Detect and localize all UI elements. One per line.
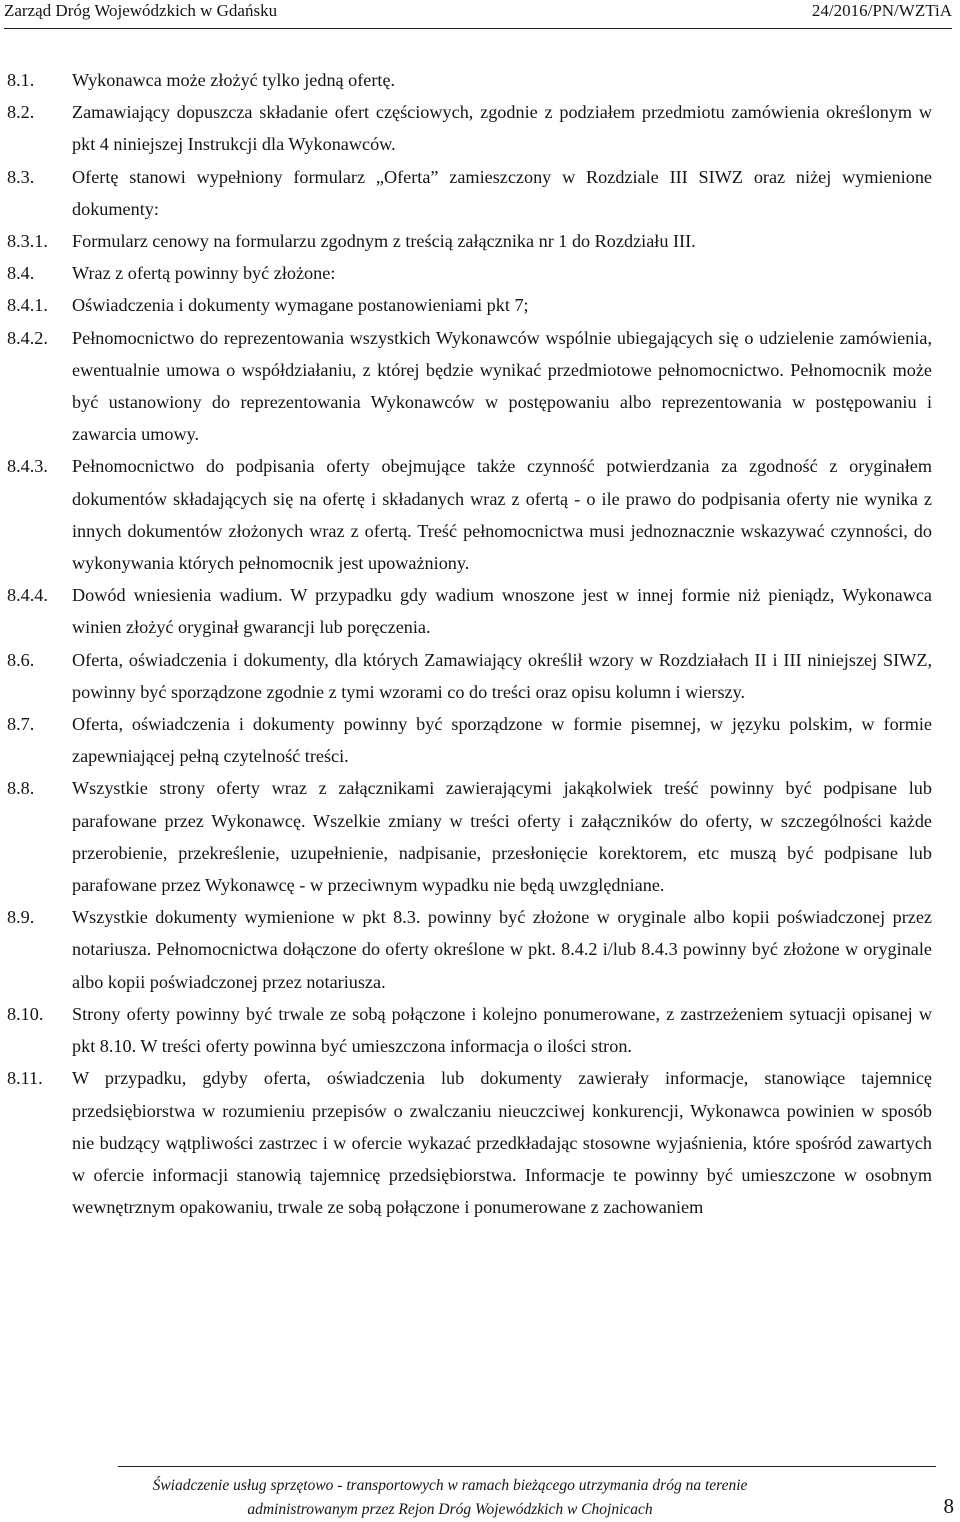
list-item: [7, 579, 932, 643]
item-text: Wraz z ofertą powinny być złożone:: [72, 263, 336, 284]
item-text: Oferta, oświadczenia i dokumenty powinny być sporządzone w formie pisemnej, w języku polskim, w formie zapewniającej pełną czytelność treści.: [72, 714, 932, 767]
item-text: Ofertę stanowi wypełniony formularz „Oferta” zamieszczony w Rozdziale III SIWZ oraz niżej wymienione dokumenty:: [72, 166, 932, 219]
footer-line-2: administrowanym przez Rejon Dróg Wojewódzkich w Chojnicach: [247, 1501, 653, 1518]
footer-line-1: Świadczenie usług sprzętowo - transportowych w ramach bieżącego utrzymania dróg na terenie: [152, 1477, 748, 1494]
item-text: Dowód wniesienia wadium. W przypadku gdy wadium wnoszone jest w innej formie niż pieniądz, Wykonawca winien złożyć oryginał gwarancji lub poręczenia.: [72, 585, 932, 638]
list-item: [7, 998, 932, 1062]
item-number: 8.10.: [7, 1003, 44, 1024]
item-number: 8.4.3.: [7, 456, 48, 477]
list-item: [7, 901, 932, 998]
item-number: 8.6.: [7, 649, 35, 670]
item-number: 8.4.: [7, 263, 35, 284]
item-text: Zamawiający dopuszcza składanie ofert częściowych, zgodnie z podziałem przedmiotu zamówienia określonym w pkt 4 niniejszej Instrukcji dla Wykonawców.: [72, 102, 932, 155]
header-organization: Zarząd Dróg Wojewódzkich w Gdańsku: [4, 1, 278, 20]
list-item: [7, 257, 932, 289]
item-number: 8.4.2.: [7, 327, 48, 348]
list-item: [7, 772, 932, 901]
item-text: Pełnomocnictwo do podpisania oferty obejmujące także czynność potwierdzania za zgodność z oryginałem dokumentów składających się na ofertę i składanych wraz z ofertą - o ile prawo do podpisania oferty nie wynika z innych dokumentów złożonych wraz z ofertą. Treść pełnomocnictwa musi jednoznacznie wskazywać czynności, do wykonywania których pełnomocnik jest upoważniony.: [72, 456, 932, 574]
item-text: Wszystkie strony oferty wraz z załącznikami zawierającymi jakąkolwiek treść powinny być podpisane lub parafowane przez Wykonawcę. Wszelkie zmiany w treści oferty i załączników do oferty, w szczególności każde przerobienie, przekreślenie, uzupełnienie, nadpisanie, przesłonięcie korektorem, etc muszą być podpisane lub parafowane przez Wykonawcę - w przeciwnym wypadku nie będą uwzględniane.: [72, 778, 932, 896]
item-number: 8.3.1.: [7, 231, 48, 252]
item-text: W przypadku, gdyby oferta, oświadczenia lub dokumenty zawierały informacje, stanowiące tajemnicę przedsiębiorstwa w rozumieniu przepisów o zwalczaniu nieuczciwej konkurencji, Wykonawca powinien w sposób nie budzący wątpliwości zastrzec i w ofercie wykazać przedkładając stosowne wyjaśnienia, które spośród zawartych w ofercie informacji stanowią tajemnicę przedsiębiorstwa. Informacje te powinny być umieszczone w osobnym wewnętrznym opakowaniu, trwale ze sobą połączone i ponumerowane z zachowaniem: [72, 1068, 932, 1218]
list-item: [7, 96, 932, 160]
item-number: 8.11.: [7, 1068, 43, 1089]
page-number: 8: [943, 1494, 954, 1518]
item-number: 8.1.: [7, 70, 35, 90]
list-item: [7, 708, 932, 772]
page-header: [4, 0, 952, 24]
item-text: Wykonawca może złożyć tylko jedną ofertę.: [72, 70, 396, 90]
footer-divider: [118, 1466, 936, 1467]
item-text: Strony oferty powinny być trwale ze sobą połączone i kolejno ponumerowane, z zastrzeżeniem sytuacji opisanej w pkt 8.10. W treści oferty powinna być umieszczona informacja o ilości stron.: [72, 1003, 932, 1057]
list-item: [7, 161, 932, 225]
item-number: 8.8.: [7, 778, 35, 799]
list-item: [7, 289, 932, 321]
item-text: Oświadczenia i dokumenty wymagane postanowieniami pkt 7;: [72, 295, 529, 316]
item-text: Formularz cenowy na formularzu zgodnym z treścią załącznika nr 1 do Rozdziału III.: [72, 231, 696, 252]
header-reference: 24/2016/PN/WZTiA: [811, 1, 952, 20]
list-item: [7, 1062, 932, 1223]
list-item: [7, 64, 932, 96]
page-footer: [0, 1474, 900, 1522]
item-number: 8.4.4.: [7, 585, 48, 606]
list-item: [7, 322, 932, 451]
item-text: Oferta, oświadczenia i dokumenty, dla których Zamawiający określił wzory w Rozdziałach II i III niniejszej SIWZ, powinny być sporządzone zgodnie z tymi wzorami co do treści oraz opisu kolumn i wierszy.: [72, 649, 932, 702]
item-number: 8.2.: [7, 102, 35, 123]
item-number: 8.7.: [7, 714, 35, 735]
list-item: [7, 225, 932, 257]
list-item: [7, 450, 932, 579]
item-text: Wszystkie dokumenty wymienione w pkt 8.3. powinny być złożone w oryginale albo kopii poświadczonej przez notariusza. Pełnomocnictwa dołączone do oferty określone w pkt. 8.4.2 i/lub 8.4.3 powinny być złożone w oryginale albo kopii poświadczonej przez notariusza.: [72, 907, 932, 992]
header-divider: [4, 28, 952, 29]
list-item: [7, 644, 932, 708]
item-text: Pełnomocnictwo do reprezentowania wszystkich Wykonawców wspólnie ubiegających się o udzielenie zamówienia, ewentualnie umowa o współdziałaniu, z której będzie wynikać przedmiotowe pełnomocnictwo. Pełnomocnik może być ustanowiony do reprezentowania Wykonawców w postępowaniu albo reprezentowania w postępowaniu i zawarcia umowy.: [72, 327, 932, 445]
item-number: 8.4.1.: [7, 295, 48, 316]
item-number: 8.3.: [7, 166, 35, 187]
item-number: 8.9.: [7, 907, 35, 928]
document-body: [7, 64, 932, 1223]
